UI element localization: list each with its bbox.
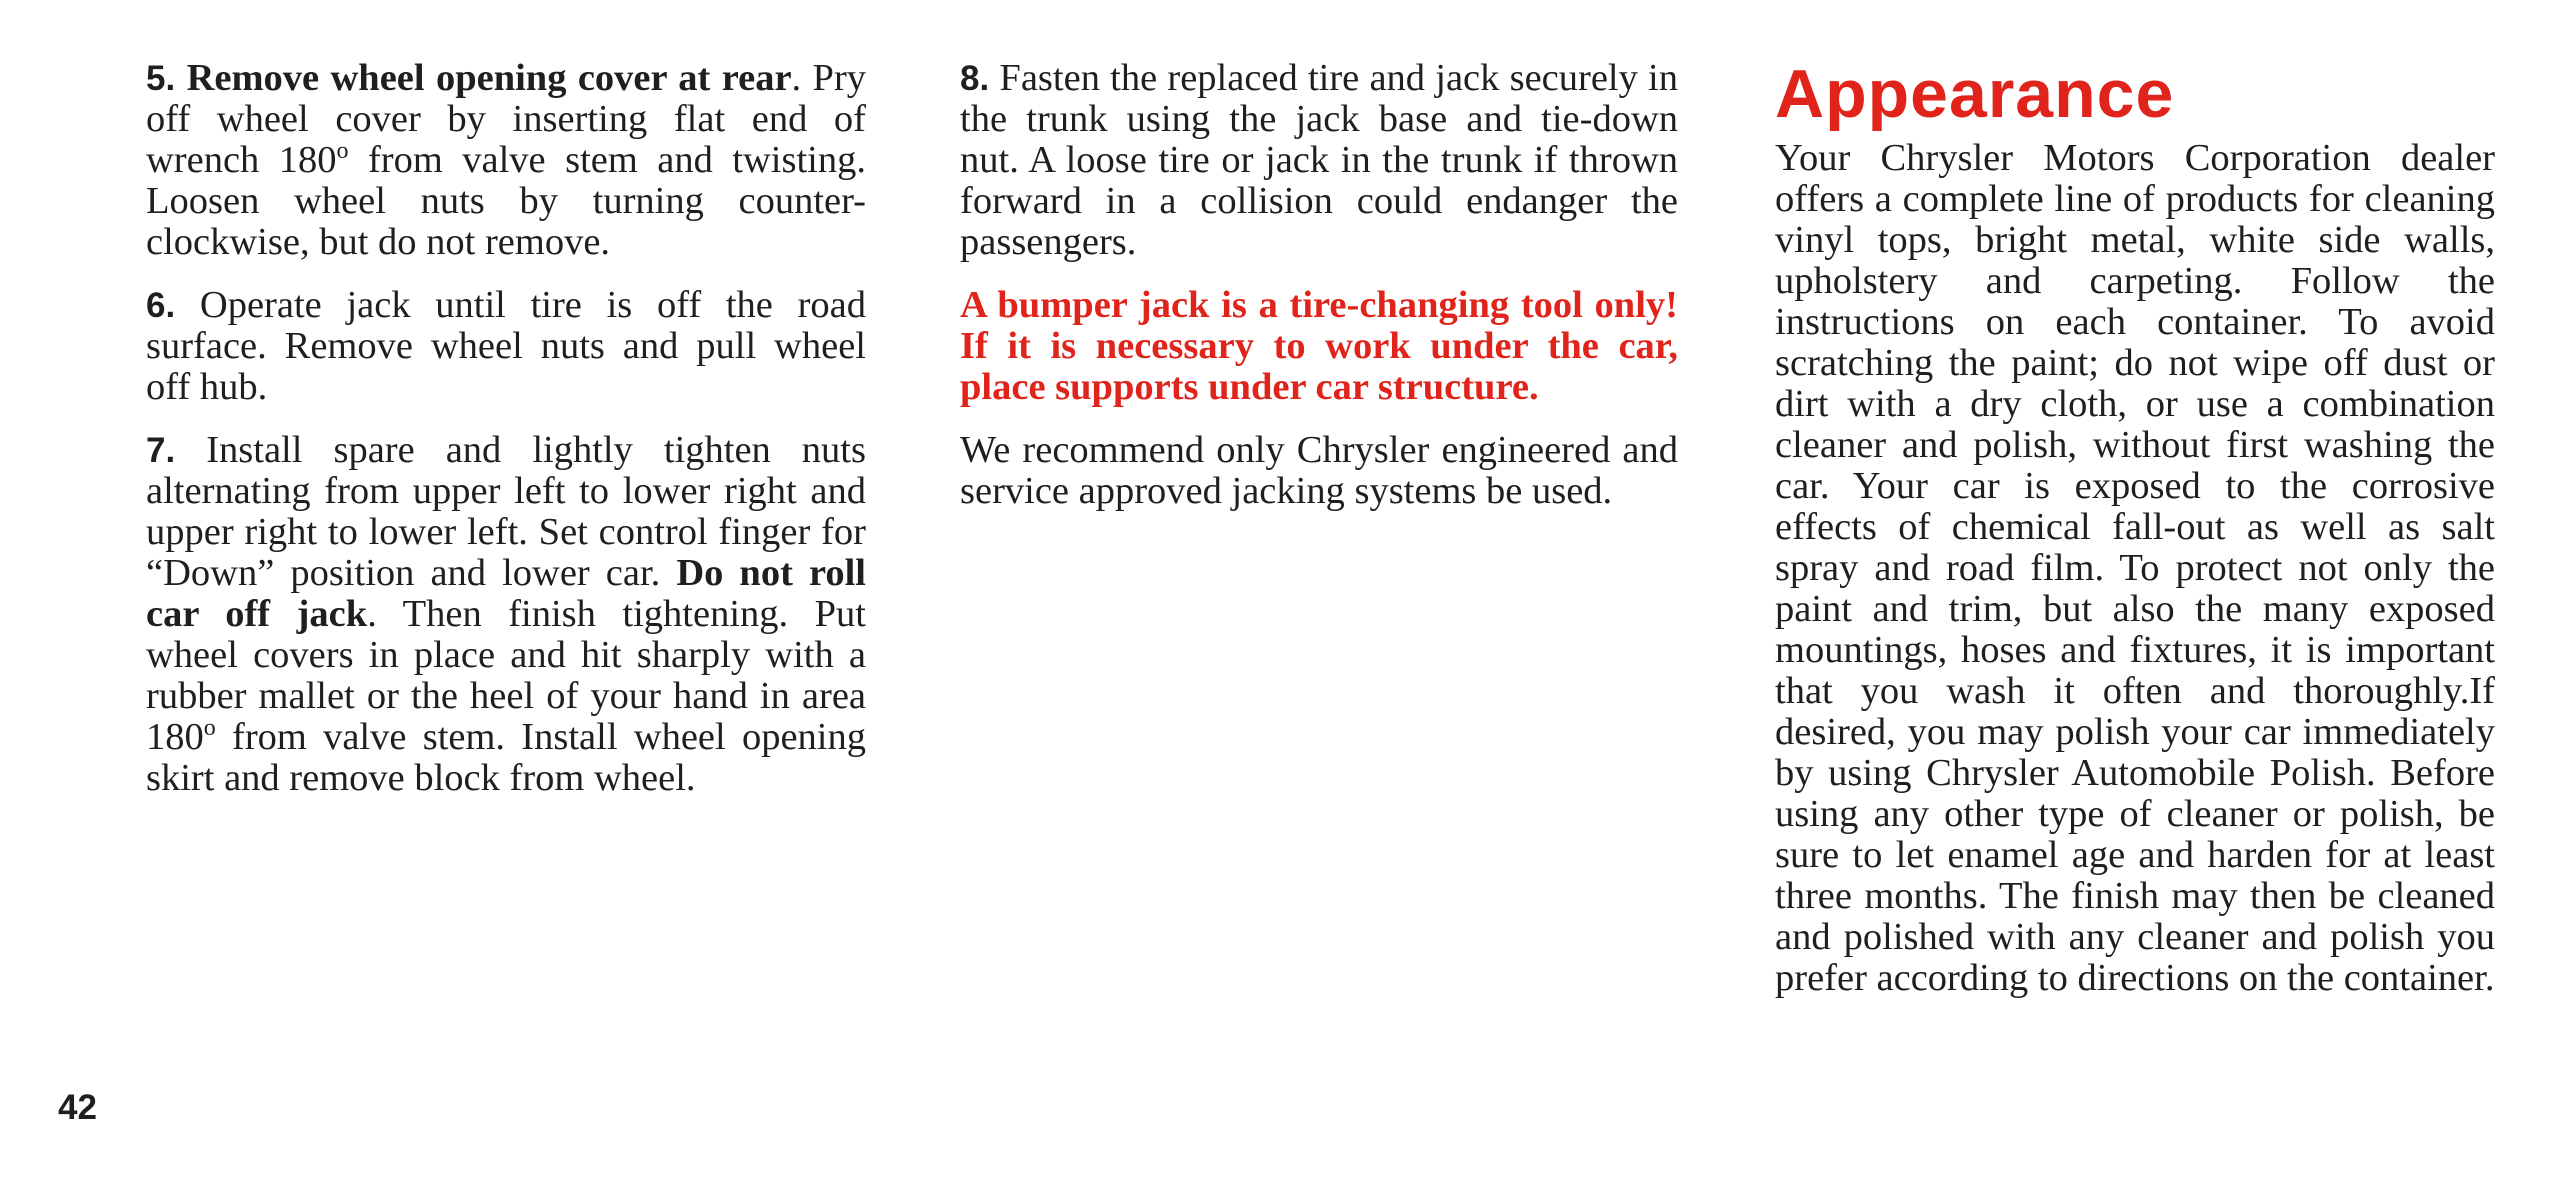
appearance-body: Your Chrysler Motors Corporation dealer offers a complete line of products for cleaning vinyl tops, bright metal, white side walls, upholstery and carpeting. Follow the instructions on each container. To avoid scratching the paint; do not wipe off dust or dirt with a dry cloth, or use a combination cleaner and polish, without first washing the car. Your car is exposed to the corrosive effects of chemical fall-out as well as salt spray and road film. To protect not only the paint and trim, but also the many exposed mountings, hoses and fixtures, it is important that you wash it often and thoroughly.If desired, you may polish your car immediately by using Chrysler Automobile Polish. Before using any other type of cleaner or polish, be sure to let enamel age and harden for at least three months. The finish may then be cleaned and polished with any cleaner and polish you prefer according to directions on the container. [1775,137,2495,999]
step-6 [146,285,866,408]
step-text: Fasten the replaced tire and jack securely in the trunk using the jack base and tie-down nut. A loose tire or jack in the trunk if thrown forward in a collision could endanger the passengers. [960,57,1679,263]
step-text-cont: from valve stem and twisting. Loosen wheel nuts by turning counter-clockwise, but do not remove. [146,139,866,263]
step-number: 6. [146,286,176,325]
step-title: Remove wheel opening cover at rear [186,57,792,99]
step-text: Pry off wheel cover by inserting flat end of wrench 180 [146,57,867,181]
step-title-period: . [791,57,802,99]
step-number: 5. [146,59,176,98]
step-number: 8. [960,59,990,98]
left-column [146,58,866,821]
middle-column [960,58,1678,512]
step-text: Operate jack until tire is off the road surface. Remove wheel nuts and pull wheel off hub. [146,284,866,408]
safety-warning: A bumper jack is a tire-changing tool only! If it is necessary to work under the car, place supports under car structure. [960,284,1678,408]
step-number: 7. [146,431,176,470]
recommendation-text: We recommend only Chrysler engineered and service approved jacking systems be used. [960,429,1678,512]
step-text-cont: . Then finish tightening. Put wheel covers in place and hit sharply with a rubber mallet or the heel of your hand in area 180 [146,593,866,758]
degree-mark: o [203,715,216,741]
right-column [1775,54,2495,999]
step-5 [146,58,866,263]
step-emphasis: Do not roll car off jack [146,552,866,635]
step-7 [146,430,866,799]
section-heading: Appearance [1775,56,2175,132]
step-8 [960,58,1678,263]
page-number: 42 [58,1088,97,1127]
step-text: Install spare and lightly tighten nuts alternating from upper left to lower right and upper right to lower left. Set control finger for “Down” position and lower car. [146,429,866,594]
step-text-end: from valve stem. Install wheel opening skirt and remove block from wheel. [146,716,866,799]
degree-mark: o [336,138,349,164]
